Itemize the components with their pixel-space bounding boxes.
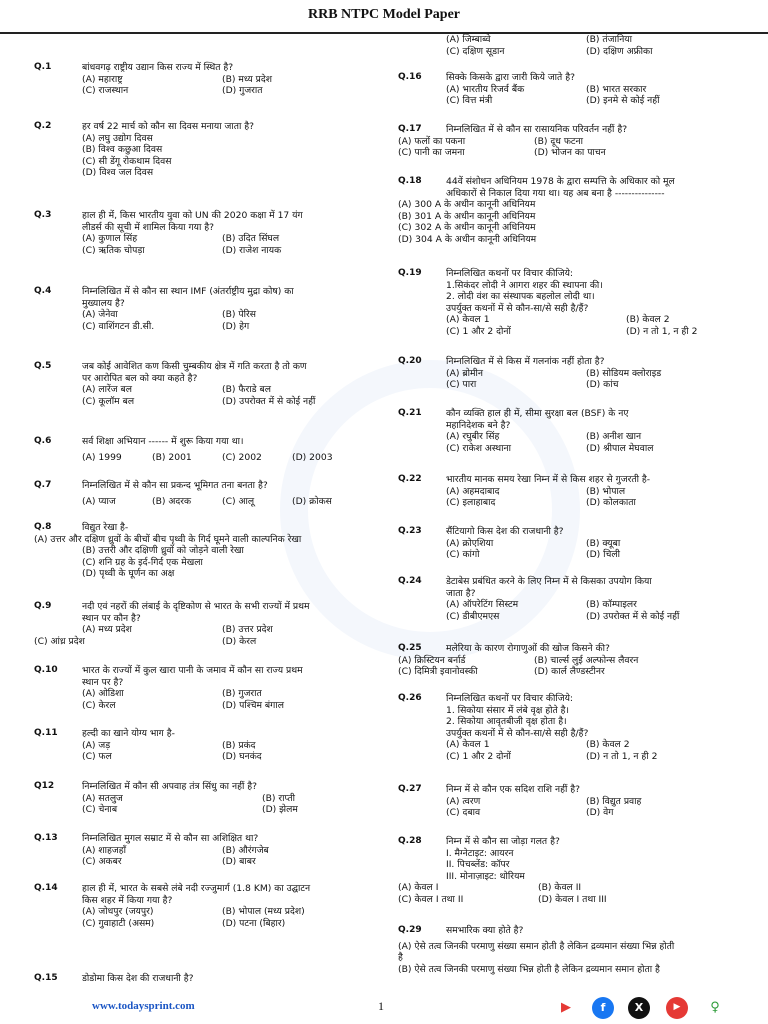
- question-number: Q.16: [398, 72, 422, 82]
- question-text: [82, 480, 364, 492]
- option[interactable]: (B) कॉम्पाइलर: [586, 599, 637, 610]
- option[interactable]: (C) डीबीएमएस: [446, 610, 500, 622]
- options-grid: [34, 534, 364, 580]
- options-grid: [398, 136, 728, 159]
- question-number: Q.28: [398, 836, 422, 846]
- question-line: मुख्यालय है?: [82, 297, 125, 309]
- option[interactable]: (A) 300 A के अधीन कानूनी अधिनियम: [398, 199, 536, 210]
- question-number: Q.1: [34, 62, 52, 72]
- options-grid: [34, 624, 364, 647]
- option[interactable]: (A) जिम्बाब्वे: [446, 34, 491, 45]
- question-text: [82, 62, 364, 74]
- question-line: II. पिचब्लेंड: कॉपर: [446, 859, 510, 870]
- option[interactable]: (B) राप्ती: [262, 792, 295, 804]
- options-grid: [446, 34, 728, 57]
- option[interactable]: (D) कार्ल लैण्डस्टीनर: [534, 666, 605, 677]
- options-grid: [82, 74, 364, 97]
- page-footer: [0, 996, 768, 1024]
- option[interactable]: (D) श्रीपाल मेघवाल: [586, 442, 654, 454]
- question-number: Q.7: [34, 480, 52, 490]
- question-line: निम्नलिखित मुगल सम्राट में से कौन सा अशिक्षित था?: [82, 833, 259, 844]
- question-line: निम्नलिखित कथनों पर विचार कीजिये:: [446, 693, 573, 704]
- page-number: 1: [378, 999, 384, 1013]
- question-line: महानिदेशक बने है?: [446, 419, 511, 431]
- question-line: अधिकारों से निकाल दिया गया था। यह अब बना है ---------------: [446, 187, 665, 199]
- option[interactable]: (D) हेग: [222, 320, 250, 332]
- question-number: Q12: [34, 781, 55, 791]
- option[interactable]: (C) आंध्र प्रदेश: [34, 635, 85, 647]
- question-number: Q.22: [398, 474, 422, 484]
- question-line: डेटाबेस प्रबंधित करने के लिए निम्न में से किसका उपयोग किया: [446, 576, 652, 587]
- option[interactable]: (C) इलाहाबाद: [446, 497, 496, 508]
- question-line: निम्नलिखित में कौन सी अपवाह तंत्र सिंधु का नहीं है?: [82, 781, 258, 792]
- options-grid: [82, 740, 364, 763]
- question-line: III. मोनाज़ाइट: थोरियम: [446, 870, 525, 882]
- option[interactable]: (B) क्यूबा: [586, 537, 621, 549]
- question-text: [446, 925, 728, 937]
- question-number: Q.15: [34, 973, 58, 983]
- options-grid: [82, 384, 364, 407]
- question-block: [34, 361, 364, 407]
- option[interactable]: (A) ऑपरेटिंग सिस्टम: [446, 599, 519, 610]
- option[interactable]: (A) महाराष्ट्र: [82, 73, 123, 85]
- question-line: बांधवगढ़ राष्ट्रीय उद्यान किस राज्य में स्थित है?: [82, 62, 234, 73]
- question-block: [398, 356, 728, 391]
- option[interactable]: (D) वेग: [586, 807, 614, 818]
- question-line: मलेरिया के कारण रोगाणुओं की खोज किसने की?: [446, 643, 610, 654]
- options-grid: [446, 486, 728, 509]
- question-line: सिक्के किसके द्वारा जारी किये जाते है?: [446, 72, 575, 83]
- question-text: [446, 268, 728, 314]
- question-block: [398, 34, 728, 57]
- options-grid: [82, 688, 364, 711]
- question-text: [82, 601, 364, 624]
- question-number: Q.9: [34, 601, 52, 611]
- option[interactable]: है: [398, 952, 403, 963]
- option[interactable]: (B) उत्तरी और दक्षिणी ध्रुवों को जोड़ने वाली रेखा: [82, 545, 244, 556]
- question-text: [446, 784, 728, 796]
- question-line: निम्नलिखित कथनों पर विचार कीजिये:: [446, 268, 573, 279]
- question-text: [446, 576, 728, 599]
- question-block: [398, 576, 728, 622]
- option[interactable]: (B) उत्तर प्रदेश: [222, 624, 273, 635]
- option[interactable]: (A) ओडिशा: [82, 688, 124, 699]
- option[interactable]: (C) केवल I तथा II: [398, 893, 464, 905]
- options-grid: [398, 941, 728, 976]
- question-number: Q.27: [398, 784, 422, 794]
- option[interactable]: (B) केवल 2: [586, 739, 630, 750]
- question-text: [446, 356, 728, 368]
- options-grid: [82, 496, 364, 508]
- option[interactable]: (C) 1 और 2 दोनों: [446, 325, 511, 337]
- options-grid: [446, 796, 728, 819]
- question-line: कौन व्यक्ति हाल ही में, सीमा सुरक्षा बल (BSF) के नए: [446, 408, 629, 419]
- option[interactable]: (A) केवल 1: [446, 314, 490, 325]
- question-number: Q.17: [398, 124, 422, 134]
- options-grid: [398, 199, 728, 245]
- option[interactable]: (D) दक्षिण अफ्रीका: [586, 45, 653, 57]
- question-number: Q.29: [398, 925, 422, 935]
- question-text: [82, 286, 364, 309]
- option[interactable]: (D) झेलम: [262, 804, 298, 815]
- option[interactable]: (D) न तो 1, न ही 2: [586, 750, 658, 762]
- option[interactable]: (A) अहमदाबाद: [446, 485, 500, 497]
- option[interactable]: (A) क्रोएशिया: [446, 537, 494, 549]
- option[interactable]: (B) 301 A के अधीन कानूनी अधिनियम: [398, 210, 536, 222]
- option[interactable]: (B) मध्य प्रदेश: [222, 73, 272, 85]
- option[interactable]: (B) ऐसे तत्व जिनकी परमाणु संख्या भिन्न होती है लेकिन द्रव्यमान समान होता है: [398, 963, 660, 975]
- option[interactable]: (D) केवल I तथा III: [538, 893, 607, 905]
- option[interactable]: (A) 1999: [82, 451, 122, 463]
- question-block: [34, 522, 364, 580]
- question-block: [34, 480, 364, 507]
- option[interactable]: (D) चिली: [586, 549, 620, 560]
- option[interactable]: (A) शाहजहाँ: [82, 844, 126, 856]
- option[interactable]: (D) 2003: [292, 451, 333, 463]
- option[interactable]: (B) प्रकंद: [222, 739, 256, 751]
- option[interactable]: (C) ऋतिक चोपड़ा: [82, 244, 145, 256]
- question-text: [82, 436, 364, 448]
- option[interactable]: (B) केवल 2: [626, 314, 670, 325]
- options-grid: [446, 431, 728, 454]
- question-text: [82, 973, 364, 985]
- option[interactable]: (C) कांगो: [446, 549, 480, 560]
- option[interactable]: (D) घनकंद: [222, 751, 262, 762]
- option[interactable]: (B) विश्व कछुआ दिवस: [82, 144, 163, 155]
- question-line: समभारिक क्या होते है?: [446, 925, 524, 936]
- question-line: निम्नलिखित में से किस में गलनांक नहीं होता है?: [446, 356, 605, 367]
- option[interactable]: (B) अनीश खान: [586, 431, 642, 442]
- question-line: स्थान पर कौन है?: [82, 612, 141, 624]
- option[interactable]: (B) भारत सरकार: [586, 83, 647, 95]
- option[interactable]: (A) ऐसे तत्व जिनकी परमाणु संख्या समान होती है लेकिन द्रव्यमान संख्या भिन्न होती: [398, 940, 675, 952]
- question-line: 1.सिकंदर लोदी ने आगरा शहर की स्थापना की।: [446, 279, 603, 291]
- option[interactable]: (D) उपरोक्त में से कोई नहीं: [586, 610, 680, 622]
- question-text: [446, 836, 728, 882]
- option[interactable]: (C) दबाव: [446, 807, 481, 818]
- question-block: [398, 176, 728, 245]
- options-grid: [446, 599, 728, 622]
- question-text: [446, 176, 728, 199]
- option[interactable]: (B) दूध फटना: [534, 135, 584, 147]
- question-block: [34, 883, 364, 929]
- question-line: निम्न में से कौन एक सदिश राशि नहीं है?: [446, 784, 581, 795]
- option[interactable]: (C) शनि ग्रह के इर्द-गिर्द एक मेखला: [82, 556, 203, 568]
- question-line: निम्नलिखित में से कौन सा रासायनिक परिवर्तन नहीं है?: [446, 124, 628, 135]
- question-line: पर आरोपित बल को क्या कहते है?: [82, 372, 198, 384]
- question-text: [82, 883, 364, 906]
- option[interactable]: (C) 1 और 2 दोनों: [446, 750, 511, 762]
- question-number: Q.2: [34, 121, 52, 131]
- question-number: Q.21: [398, 408, 422, 418]
- question-block: [398, 836, 728, 905]
- option[interactable]: (C) फल: [82, 751, 112, 762]
- option[interactable]: (C) पारा: [446, 379, 477, 390]
- option[interactable]: (B) 2001: [152, 451, 192, 463]
- website-link[interactable]: www.todaysprint.com: [92, 1000, 195, 1012]
- question-line: निम्नलिखित में से कौन सा प्रकन्द भूमिगत तना बनता है?: [82, 480, 268, 491]
- option[interactable]: (A) केवल 1: [446, 739, 490, 750]
- question-line: निम्न में से कौन सा जोड़ा गलत है?: [446, 836, 560, 847]
- question-number: Q.23: [398, 526, 422, 536]
- question-block: [34, 436, 364, 463]
- question-block: [398, 693, 728, 762]
- question-line: 1. सिकोया संसार में लंबे वृक्ष होते है।: [446, 704, 570, 716]
- option[interactable]: (C) राकेश अस्थाना: [446, 442, 512, 454]
- question-block: [398, 526, 728, 561]
- option[interactable]: (B) फैराडे बल: [222, 384, 271, 395]
- question-block: [34, 62, 364, 97]
- option[interactable]: (A) सतलुज: [82, 792, 123, 804]
- question-line: नदी एवं नहरों की लंबाई के दृष्टिकोण से भारत के सभी राज्यों में प्रथम: [82, 601, 310, 612]
- option[interactable]: (C) दिमित्री इवानोवस्की: [398, 666, 478, 677]
- option[interactable]: (C) गुवाहाटी (असम): [82, 917, 155, 929]
- option[interactable]: (A) भारतीय रिजर्व बैंक: [446, 83, 525, 95]
- question-line: I. मैग्नेटाइट: आयरन: [446, 847, 514, 859]
- question-block: [34, 121, 364, 179]
- question-text: [82, 121, 364, 133]
- page-title: RRB NTPC Model Paper: [307, 7, 461, 22]
- option[interactable]: (C) आलू: [222, 495, 255, 507]
- option[interactable]: (D) विश्व जल दिवस: [82, 167, 154, 178]
- option[interactable]: (B) गुजरात: [222, 688, 262, 699]
- option[interactable]: (C) दक्षिण सूडान: [446, 45, 505, 57]
- question-line: स्थान पर है?: [82, 676, 124, 688]
- option[interactable]: (B) भोपाल: [586, 485, 626, 497]
- options-grid: [82, 906, 364, 929]
- question-block: [34, 665, 364, 711]
- option[interactable]: (A) रघुबीर सिंह: [446, 431, 500, 442]
- question-text: [446, 124, 728, 136]
- options-grid: [82, 233, 364, 256]
- option[interactable]: (D) राजेश नायक: [222, 244, 282, 256]
- option[interactable]: (A) प्याज: [82, 495, 116, 507]
- option[interactable]: (D) बाबर: [222, 856, 256, 867]
- question-line: डोडोमा किस देश की राजधानी है?: [82, 973, 194, 984]
- question-number: Q.6: [34, 436, 52, 446]
- option[interactable]: (A) कुणाल सिंह: [82, 233, 138, 244]
- options-grid: [446, 84, 728, 107]
- question-block: [34, 781, 364, 816]
- options-grid: [398, 882, 728, 905]
- option[interactable]: (D) कांच: [586, 379, 619, 390]
- option[interactable]: (A) त्वरण: [446, 795, 481, 807]
- question-block: [398, 643, 728, 678]
- question-line: लीडर्स की सूची में शामिल किया गया है?: [82, 221, 215, 233]
- option[interactable]: (D) पटना (बिहार): [222, 917, 286, 929]
- question-line: जब कोई आवेशित कण किसी चुम्बकीय क्षेत्र में गति करता है तो कण: [82, 361, 307, 372]
- question-line: निम्नलिखित में से कौन सा स्थान IMF (अंतर्राष्ट्रीय मुद्रा कोष) का: [82, 286, 294, 297]
- options-grid: [398, 655, 728, 678]
- option[interactable]: (C) राजस्थान: [82, 85, 129, 96]
- question-text: [82, 728, 364, 740]
- question-text: [82, 665, 364, 688]
- options-grid: [82, 793, 364, 816]
- question-text: [446, 693, 728, 739]
- option[interactable]: (A) केवल I: [398, 882, 439, 893]
- option[interactable]: (C) 302 A के अधीन कानूनी अधिनियम: [398, 222, 536, 233]
- options-grid: [82, 845, 364, 868]
- option[interactable]: (B) भोपाल (मध्य प्रदेश): [222, 906, 305, 917]
- question-number: Q.26: [398, 693, 422, 703]
- question-line: जाता है?: [446, 587, 476, 599]
- option[interactable]: (C) चेनाब: [82, 804, 118, 815]
- question-line: 44वें संशोधन अधिनियम 1978 के द्वारा सम्पत्ति के अधिकार को मूल: [446, 176, 675, 187]
- question-block: [34, 601, 364, 647]
- option[interactable]: (A) जोधपुर (जयपुर): [82, 906, 154, 917]
- options-grid: [446, 314, 728, 337]
- question-text: [82, 361, 364, 384]
- option[interactable]: (D) इनमे से कोई नहीं: [586, 95, 660, 106]
- question-line: भारतीय मानक समय रेखा निम्न में से किस शहर से गुजरती है-: [446, 474, 651, 485]
- x-twitter-icon[interactable]: X: [628, 997, 650, 1019]
- options-grid: [446, 739, 728, 762]
- option[interactable]: (A) ब्रोमीन: [446, 367, 483, 379]
- question-block: [34, 973, 364, 985]
- option[interactable]: (C) अकबर: [82, 856, 122, 867]
- question-line: हर वर्ष 22 मार्च को कौन सा दिवस मनाया जाता है?: [82, 121, 255, 132]
- option[interactable]: (B) अदरक: [152, 495, 192, 507]
- option[interactable]: (B) चार्ल्स लुई अल्फोन्स लैवरन: [534, 654, 639, 666]
- question-number: Q.20: [398, 356, 422, 366]
- options-grid: [446, 538, 728, 561]
- option[interactable]: (A) क्रिस्टियन बर्नार्ड: [398, 654, 466, 666]
- option[interactable]: (D) भोजन का पाचन: [534, 147, 606, 158]
- option[interactable]: (B) तंजानिया: [586, 34, 633, 45]
- question-text: [446, 474, 728, 486]
- question-text: [82, 522, 364, 534]
- options-grid: [82, 133, 364, 179]
- option[interactable]: (D) न तो 1, न ही 2: [626, 325, 698, 337]
- question-block: [398, 408, 728, 454]
- option[interactable]: (B) विद्युत प्रवाह: [586, 795, 642, 807]
- option[interactable]: (A) उत्तर और दक्षिण ध्रुवों के बीचों बीच पृथ्वी के गिर्द घूमने वाली काल्पनिक रेखा: [34, 533, 302, 545]
- question-block: [398, 124, 728, 159]
- question-text: [446, 72, 728, 84]
- question-block: [398, 268, 728, 337]
- question-line: हाल ही में, किस भारतीय युवा को UN की 2020 कक्षा में 17 यंग: [82, 210, 303, 221]
- question-number: Q.4: [34, 286, 52, 296]
- option[interactable]: (C) पानी का जमना: [398, 147, 465, 158]
- option[interactable]: (A) मध्य प्रदेश: [82, 624, 132, 635]
- option[interactable]: (D) उपरोक्त में से कोई नहीं: [222, 395, 316, 407]
- facebook-icon[interactable]: f: [592, 997, 614, 1019]
- youtube-icon[interactable]: ▶: [666, 997, 688, 1019]
- question-number: Q.14: [34, 883, 58, 893]
- play-store-icon[interactable]: ▶: [555, 997, 577, 1019]
- option[interactable]: (B) उदित सिंघल: [222, 233, 280, 244]
- question-block: [398, 925, 728, 975]
- question-number: Q.8: [34, 522, 52, 532]
- option[interactable]: (B) पेरिस: [222, 309, 256, 320]
- options-grid: [82, 452, 364, 464]
- question-block: [34, 728, 364, 763]
- question-line: सर्व शिक्षा अभियान ------ में शुरू किया गया था।: [82, 436, 244, 447]
- question-block: [398, 474, 728, 509]
- option[interactable]: (B) औरंगजेब: [222, 844, 269, 856]
- question-line: उपर्युक्त कथनों में से कौन-सा/से सही है/हैं?: [446, 727, 589, 739]
- idea-bulb-icon[interactable]: ♀: [704, 997, 726, 1019]
- option[interactable]: (A) जेनेवा: [82, 309, 118, 320]
- question-text: [82, 781, 364, 793]
- option[interactable]: (C) सी डेंगू रोकथाम दिवस: [82, 155, 172, 167]
- option[interactable]: (D) पृथ्वी के घूर्णन का अक्ष: [82, 568, 175, 579]
- question-text: [82, 210, 364, 233]
- question-block: [34, 210, 364, 256]
- option[interactable]: (B) केवल II: [538, 882, 582, 893]
- options-grid: [82, 309, 364, 332]
- question-line: हाल ही में, भारत के सबसे लंबे नदी रज्जुमार्ग (1.8 KM) का उद्घाटन: [82, 883, 311, 894]
- question-number: Q.13: [34, 833, 58, 843]
- option[interactable]: (B) सोडियम क्लोराइड: [586, 367, 662, 379]
- question-text: [446, 408, 728, 431]
- options-grid: [446, 368, 728, 391]
- question-number: Q.10: [34, 665, 58, 675]
- question-block: [398, 784, 728, 819]
- option[interactable]: (D) गुजरात: [222, 85, 263, 96]
- option[interactable]: (C) केरल: [82, 699, 116, 711]
- question-text: [82, 833, 364, 845]
- question-number: Q.18: [398, 176, 422, 186]
- option[interactable]: (D) क्रोकस: [292, 495, 332, 507]
- question-number: Q.25: [398, 643, 422, 653]
- option[interactable]: (C) 2002: [222, 451, 262, 463]
- option[interactable]: (A) लघु उद्योग दिवस: [82, 132, 153, 144]
- option[interactable]: (A) फलों का पकना: [398, 135, 466, 147]
- option[interactable]: (D) पश्चिम बंगाल: [222, 699, 284, 711]
- question-block: [34, 833, 364, 868]
- question-text: [446, 526, 728, 538]
- question-line: किस शहर में किया गया है?: [82, 894, 173, 906]
- question-line: उपर्युक्त कथनों में से कौन-सा/से सही है/हैं?: [446, 302, 589, 314]
- question-number: Q.11: [34, 728, 58, 738]
- option[interactable]: (D) कोलकाता: [586, 497, 636, 508]
- option[interactable]: (D) केरल: [222, 635, 257, 647]
- question-number: Q.24: [398, 576, 422, 586]
- option[interactable]: (C) वित्त मंत्री: [446, 95, 493, 106]
- question-line: हल्दी का खाने योग्य भाग है-: [82, 728, 175, 739]
- question-number: Q.5: [34, 361, 52, 371]
- option[interactable]: (A) लारेंज बल: [82, 384, 132, 395]
- question-line: 2. लोदी वंश का संस्थापक बहलोल लोदी था।: [446, 291, 595, 302]
- option[interactable]: (A) जड़: [82, 739, 111, 751]
- question-line: सैंटियागो किस देश की राजधानी है?: [446, 526, 564, 537]
- question-line: विद्युत रेखा है-: [82, 522, 129, 533]
- question-block: [34, 286, 364, 332]
- question-line: 2. सिकोया आवृतबीजी वृक्ष होता है।: [446, 716, 567, 727]
- option[interactable]: (D) 304 A के अधीन कानूनी अधिनियम: [398, 233, 537, 245]
- question-line: भारत के राज्यों में कुल खारा पानी के जमाव में कौन सा राज्य प्रथम: [82, 665, 303, 676]
- question-number: Q.3: [34, 210, 52, 220]
- question-block: [398, 72, 728, 107]
- question-number: Q.19: [398, 268, 422, 278]
- option[interactable]: (C) कूलॉम बल: [82, 395, 135, 407]
- question-text: [446, 643, 728, 655]
- option[interactable]: (C) वाशिंगटन डी.सी.: [82, 320, 155, 332]
